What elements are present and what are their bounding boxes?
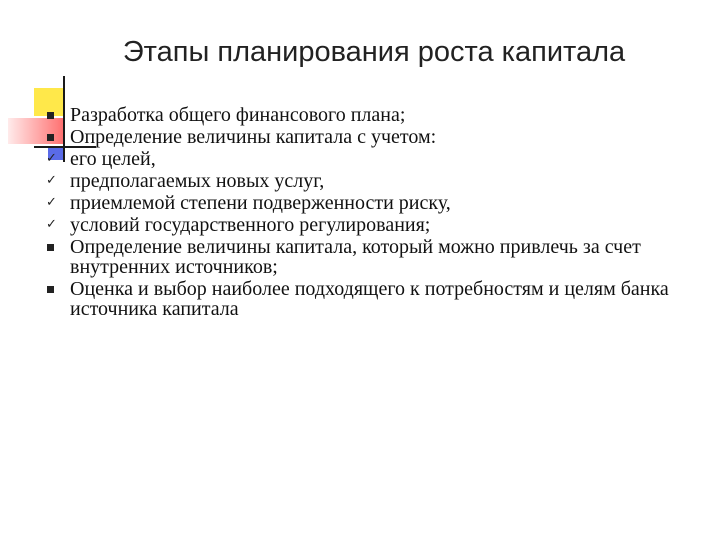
list-item-text: Определение величины капитала, который можно привлечь за счет внутренних источников; [70, 236, 641, 278]
list-item [40, 215, 700, 235]
list-item [40, 193, 700, 213]
list-item-text: его целей, [70, 148, 156, 170]
list-item-text: условий государственного регулирования; [70, 214, 431, 236]
list-item-text: предполагаемых новых услуг, [70, 170, 325, 192]
list-item [40, 279, 700, 319]
list-item-text: приемлемой степени подверженности риску, [70, 192, 451, 214]
checkmark-icon: ✓ [46, 195, 57, 210]
slide-title: Этапы планирования роста капитала [122, 36, 626, 68]
list-item [40, 105, 700, 125]
checkmark-icon: ✓ [46, 217, 57, 232]
square-bullet-icon [46, 127, 60, 147]
list-item-text: Разработка общего финансового плана; [70, 104, 406, 126]
list-item-text: Оценка и выбор наиболее подходящего к потребностям и целям банка источника капитала [70, 278, 669, 320]
list-item [40, 237, 700, 277]
square-bullet-icon [46, 105, 60, 125]
bullet-list [40, 105, 700, 319]
square-bullet-icon [46, 237, 60, 257]
list-item [40, 149, 700, 169]
list-item [40, 171, 700, 191]
checkmark-icon: ✓ [46, 151, 57, 166]
list-item [40, 127, 700, 147]
checkmark-icon: ✓ [46, 173, 57, 188]
list-item-text: Определение величины капитала с учетом: [70, 126, 437, 148]
square-bullet-icon [46, 279, 60, 299]
